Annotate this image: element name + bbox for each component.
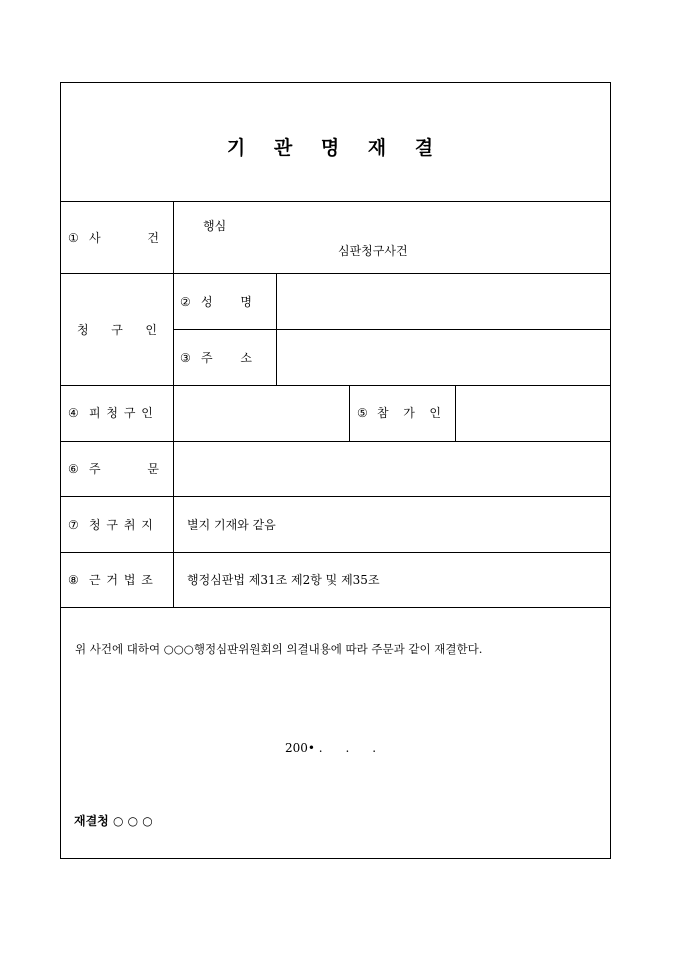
case-label-char: 건 bbox=[147, 231, 159, 245]
legal-basis-label-number: ⑧ bbox=[68, 573, 79, 587]
claimant-name-label-char: 명 bbox=[240, 295, 252, 309]
row-divider bbox=[61, 607, 610, 608]
decision-form bbox=[60, 82, 611, 859]
decision-date: 200• . . . bbox=[285, 741, 377, 755]
row-divider bbox=[61, 552, 610, 553]
respondent-label-number: ④ bbox=[68, 406, 79, 420]
column-divider bbox=[455, 385, 456, 441]
row-divider bbox=[61, 496, 610, 497]
case-value-line2: 심판청구사건 bbox=[338, 244, 408, 258]
decision-statement: 위 사건에 대하여 ○○○행정심판위원회의 의결내용에 따라 주문과 같이 재결한다. bbox=[75, 642, 483, 656]
intervenor-label-char: 인 bbox=[429, 406, 441, 420]
intervenor-label-number: ⑤ bbox=[357, 406, 368, 420]
row-divider bbox=[174, 329, 610, 330]
claimant-address-label bbox=[201, 351, 252, 365]
ruling-label-char: 문 bbox=[147, 462, 159, 476]
form-title: 기 관 명 재 결 bbox=[226, 137, 445, 159]
intervenor-label bbox=[377, 406, 441, 420]
row-divider bbox=[61, 273, 610, 274]
row-divider bbox=[61, 441, 610, 442]
claimant-name-label bbox=[201, 295, 252, 309]
claimant-name-label-char: 성 bbox=[201, 295, 213, 309]
claimant-name-number: ② bbox=[180, 295, 191, 309]
authority-signature: 재결청 ○ ○ ○ bbox=[74, 814, 153, 828]
row-divider bbox=[61, 201, 610, 202]
legal-basis-value: 행정심판법 제31조 제2항 및 제35조 bbox=[187, 573, 380, 587]
claim-purpose-label-number: ⑦ bbox=[68, 518, 79, 532]
case-label bbox=[89, 231, 159, 245]
claimant-label-char: 인 bbox=[145, 323, 157, 337]
claimant-address-label-char: 소 bbox=[240, 351, 252, 365]
claim-purpose-value: 별지 기재와 같음 bbox=[187, 518, 276, 532]
case-label-char: 사 bbox=[89, 231, 101, 245]
intervenor-label-char: 가 bbox=[403, 406, 415, 420]
column-divider bbox=[276, 273, 277, 385]
claimant-label-char: 청 bbox=[77, 323, 89, 337]
claim-purpose-label: 청 구 취 지 bbox=[89, 518, 153, 532]
ruling-label-char: 주 bbox=[89, 462, 101, 476]
column-divider bbox=[173, 201, 174, 607]
case-label-number: ① bbox=[68, 231, 79, 245]
claimant-label-char: 구 bbox=[111, 323, 123, 337]
row-divider bbox=[61, 385, 610, 386]
ruling-label-number: ⑥ bbox=[68, 462, 79, 476]
intervenor-label-char: 참 bbox=[377, 406, 389, 420]
claimant-label bbox=[77, 323, 157, 337]
column-divider bbox=[349, 385, 350, 441]
case-value-line1: 행심 bbox=[203, 219, 227, 233]
ruling-label bbox=[89, 462, 159, 476]
legal-basis-label: 근 거 법 조 bbox=[89, 573, 153, 587]
claimant-address-number: ③ bbox=[180, 351, 191, 365]
claimant-address-label-char: 주 bbox=[201, 351, 213, 365]
respondent-label: 피 청 구 인 bbox=[89, 406, 153, 420]
